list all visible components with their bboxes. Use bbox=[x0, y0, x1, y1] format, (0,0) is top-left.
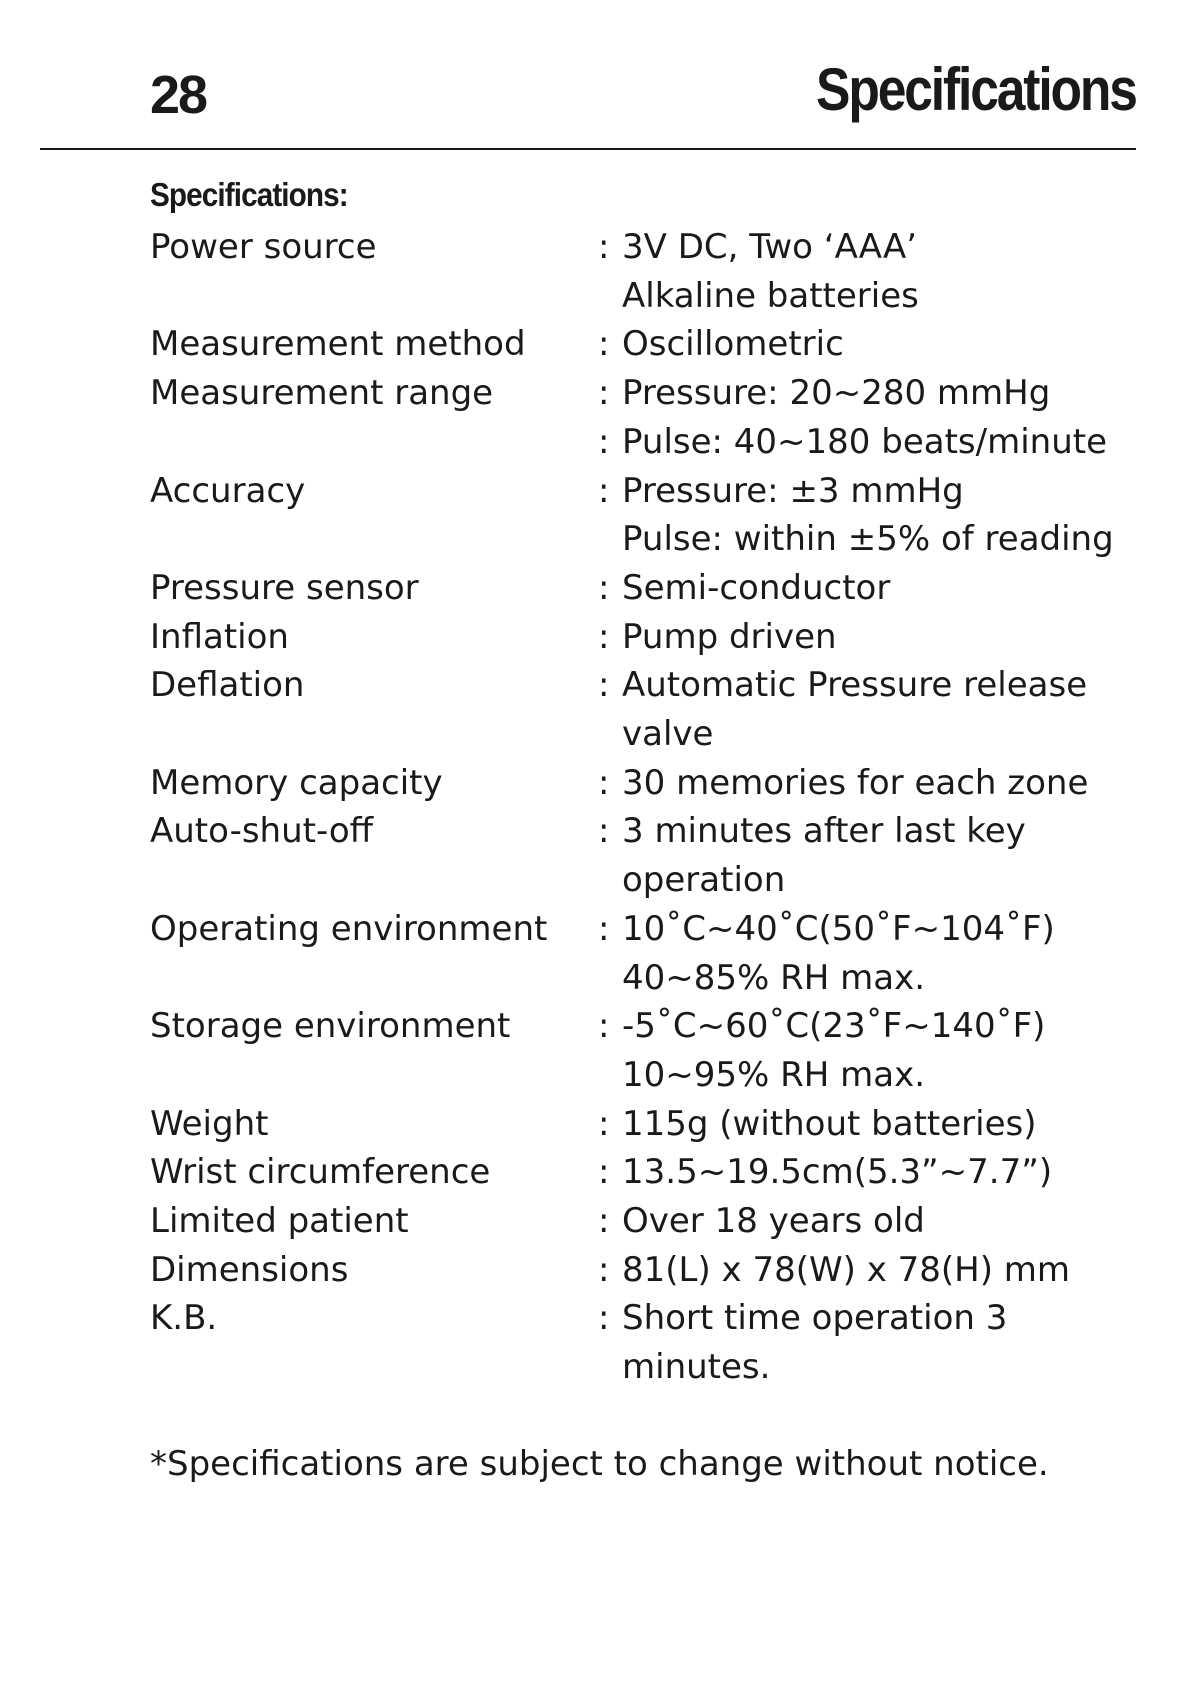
spec-row bbox=[150, 954, 1140, 1003]
spec-label bbox=[150, 710, 598, 759]
spec-label: Dimensions bbox=[150, 1249, 349, 1290]
spec-value: -5˚C~60˚C(23˚F~140˚F) bbox=[622, 1006, 1046, 1047]
spec-value: Pressure: 20~280 mmHg bbox=[622, 373, 1051, 414]
spec-separator: : bbox=[598, 1298, 610, 1339]
spec-row bbox=[150, 759, 1140, 808]
spec-separator bbox=[598, 710, 622, 759]
spec-separator: : bbox=[598, 665, 610, 706]
spec-value: Semi-conductor bbox=[622, 567, 891, 608]
spec-label: Auto-shut-off bbox=[150, 811, 374, 852]
spec-label: Measurement method bbox=[150, 324, 526, 365]
spec-label: Operating environment bbox=[150, 908, 548, 949]
spec-row bbox=[150, 710, 1140, 759]
spec-row bbox=[150, 223, 1140, 272]
spec-row bbox=[150, 1100, 1140, 1149]
spec-label: Wrist circumference bbox=[150, 1152, 491, 1193]
page-header bbox=[40, 0, 1136, 150]
spec-label: Accuracy bbox=[150, 470, 306, 511]
page-title: Specifications bbox=[816, 56, 1136, 123]
spec-value: Alkaline batteries bbox=[622, 275, 919, 316]
spec-row bbox=[150, 905, 1140, 954]
spec-value: minutes. bbox=[622, 1347, 771, 1388]
spec-separator bbox=[598, 1343, 622, 1392]
spec-value: Pulse: within ±5% of reading bbox=[622, 519, 1114, 560]
spec-separator: : bbox=[598, 616, 610, 657]
spec-row bbox=[150, 418, 1140, 467]
spec-separator: : bbox=[598, 567, 610, 608]
spec-value: Oscillometric bbox=[622, 324, 844, 365]
spec-value: 3 minutes after last key bbox=[622, 811, 1026, 852]
spec-row bbox=[150, 564, 1140, 613]
spec-value: 10˚C~40˚C(50˚F~104˚F) bbox=[622, 908, 1055, 949]
spec-value: Over 18 years old bbox=[622, 1201, 925, 1242]
spec-row bbox=[150, 856, 1140, 905]
spec-value: 81(L) x 78(W) x 78(H) mm bbox=[622, 1249, 1071, 1290]
spec-value: Pump driven bbox=[622, 616, 837, 657]
spec-separator: : bbox=[598, 908, 610, 949]
spec-separator bbox=[598, 856, 622, 905]
spec-list bbox=[150, 223, 1140, 1392]
spec-label bbox=[150, 954, 598, 1003]
spec-label: Storage environment bbox=[150, 1006, 511, 1047]
spec-label: Measurement range bbox=[150, 373, 494, 414]
spec-label: Limited patient bbox=[150, 1201, 409, 1242]
spec-separator: : bbox=[598, 1201, 610, 1242]
spec-separator: : bbox=[598, 227, 610, 267]
footnote: *Specifications are subject to change without notice. bbox=[150, 1444, 1049, 1484]
spec-label: Pressure sensor bbox=[150, 567, 419, 608]
spec-label bbox=[150, 856, 598, 905]
spec-label: Weight bbox=[150, 1103, 269, 1144]
spec-separator: : bbox=[598, 1103, 610, 1144]
spec-value: Pressure: ±3 mmHg bbox=[622, 470, 964, 511]
spec-separator: : bbox=[598, 1006, 610, 1047]
spec-row bbox=[150, 515, 1140, 564]
spec-label: Inflation bbox=[150, 616, 289, 657]
spec-label bbox=[150, 418, 598, 467]
spec-separator: : bbox=[598, 324, 610, 365]
spec-label: Memory capacity bbox=[150, 762, 443, 803]
spec-separator bbox=[598, 515, 622, 564]
spec-row bbox=[150, 613, 1140, 662]
spec-value: 10~95% RH max. bbox=[622, 1054, 926, 1095]
page-number: 28 bbox=[150, 65, 207, 125]
spec-row bbox=[150, 467, 1140, 516]
spec-value: Pulse: 40~180 beats/minute bbox=[622, 421, 1107, 462]
spec-row bbox=[150, 1197, 1140, 1246]
spec-row bbox=[150, 1051, 1140, 1100]
spec-value: operation bbox=[622, 860, 786, 901]
spec-label bbox=[150, 272, 598, 321]
spec-value: 40~85% RH max. bbox=[622, 957, 926, 998]
spec-row bbox=[150, 807, 1140, 856]
spec-separator: : bbox=[598, 811, 610, 852]
spec-separator: : bbox=[598, 762, 610, 803]
spec-row bbox=[150, 1343, 1140, 1392]
spec-separator: : bbox=[598, 470, 610, 511]
spec-row bbox=[150, 320, 1140, 369]
section-heading: Specifications: bbox=[150, 176, 348, 213]
spec-value: Automatic Pressure release bbox=[622, 665, 1088, 706]
spec-separator bbox=[598, 272, 622, 321]
spec-label bbox=[150, 515, 598, 564]
spec-label: Power source bbox=[150, 227, 377, 267]
spec-value: valve bbox=[622, 714, 714, 755]
spec-separator: : bbox=[598, 373, 610, 414]
spec-row bbox=[150, 272, 1140, 321]
spec-separator: : bbox=[598, 421, 610, 462]
spec-separator: : bbox=[598, 1152, 610, 1193]
spec-label bbox=[150, 1343, 598, 1392]
spec-row bbox=[150, 661, 1140, 710]
spec-row bbox=[150, 369, 1140, 418]
spec-row bbox=[150, 1294, 1140, 1343]
spec-label: Deflation bbox=[150, 665, 305, 706]
spec-label: K.B. bbox=[150, 1298, 218, 1339]
spec-value: 115g (without batteries) bbox=[622, 1103, 1037, 1144]
spec-separator bbox=[598, 954, 622, 1003]
spec-value: 13.5~19.5cm(5.3”~7.7”) bbox=[622, 1152, 1053, 1193]
spec-value: 30 memories for each zone bbox=[622, 762, 1089, 803]
spec-value: 3V DC, Two ‘AAA’ bbox=[622, 227, 918, 267]
spec-row bbox=[150, 1002, 1140, 1051]
spec-row bbox=[150, 1246, 1140, 1295]
spec-separator bbox=[598, 1051, 622, 1100]
spec-row bbox=[150, 1148, 1140, 1197]
spec-label bbox=[150, 1051, 598, 1100]
spec-separator: : bbox=[598, 1249, 610, 1290]
spec-value: Short time operation 3 bbox=[622, 1298, 1008, 1339]
